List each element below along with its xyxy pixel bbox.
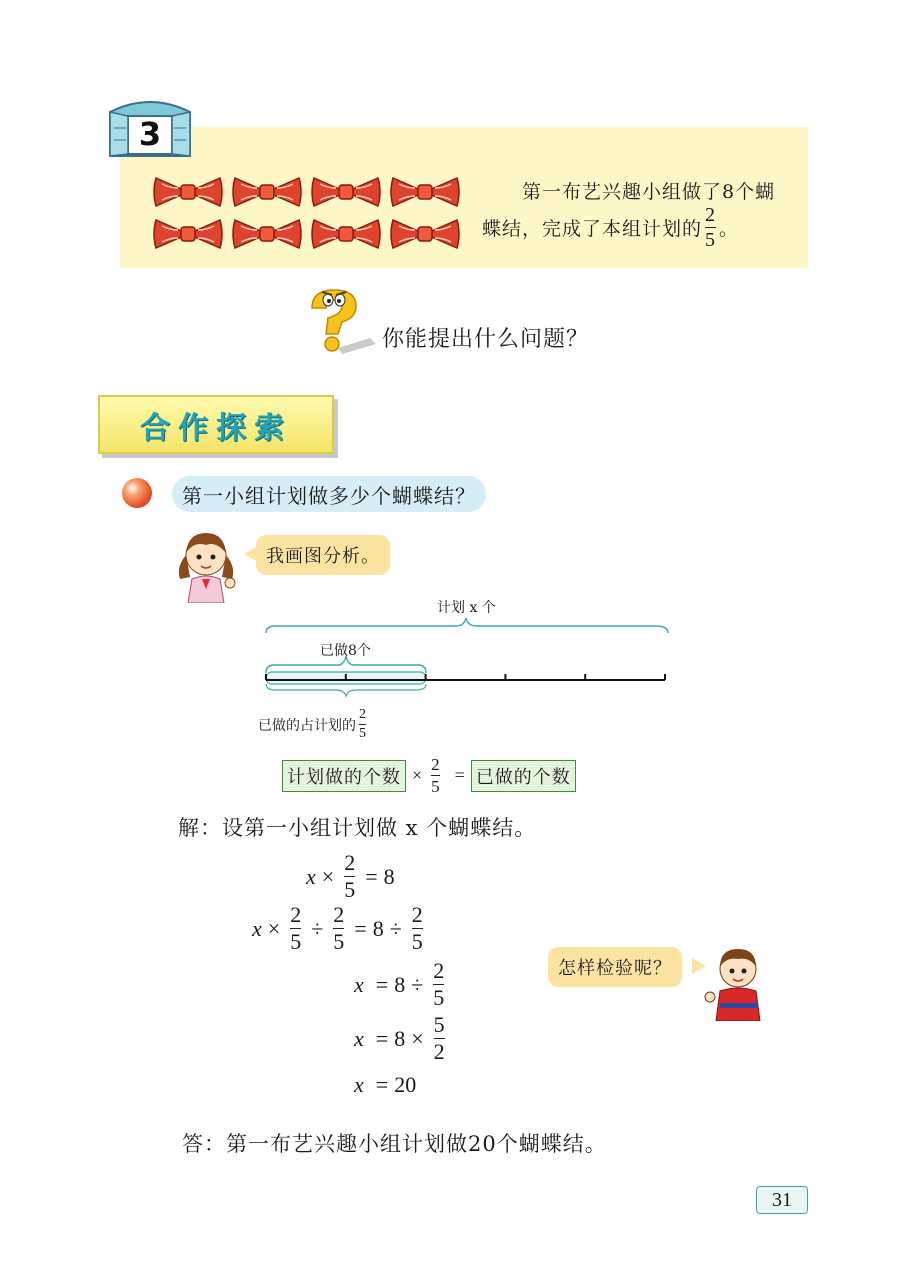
ratio-fraction bbox=[359, 708, 366, 741]
divide-sign: ÷ bbox=[411, 971, 424, 997]
times-sign: × bbox=[411, 1025, 424, 1051]
fraction-two-fifths bbox=[705, 205, 716, 250]
problem-text-prefix: 蝶结，完成了本组计划的 bbox=[482, 218, 703, 240]
equation-row-2 bbox=[252, 904, 427, 953]
fraction: $\frac{5}{2}$ bbox=[433, 1012, 445, 1064]
bow-icon bbox=[389, 216, 461, 252]
boy-speech-bubble: 怎样检验呢？ bbox=[548, 947, 682, 987]
bow-icon bbox=[389, 174, 461, 210]
equation-row-3 bbox=[354, 960, 448, 1009]
bow-icon bbox=[310, 216, 382, 252]
done-label: 已做8个 bbox=[320, 643, 371, 659]
window-number-badge-icon bbox=[102, 98, 198, 158]
variable-x: x bbox=[252, 915, 262, 941]
plan-brace bbox=[266, 618, 668, 633]
equals-sign: = bbox=[454, 765, 465, 785]
word-equation-fraction bbox=[431, 756, 440, 795]
plan-label: 计划 x 个 bbox=[437, 600, 496, 616]
bow-icon bbox=[310, 174, 382, 210]
sub-question: 第一小组计划做多少个蝴蝶结？ bbox=[172, 476, 486, 512]
number: 8 bbox=[394, 1025, 406, 1051]
variable-x: x bbox=[306, 863, 316, 889]
planned-count-box: 计划做的个数 bbox=[282, 760, 406, 792]
divide-sign: ÷ bbox=[389, 915, 402, 941]
page-number: 31 bbox=[756, 1186, 808, 1214]
number: 8 bbox=[394, 971, 406, 997]
fraction: $\frac{2}{5}$ bbox=[433, 958, 445, 1010]
number: 8 bbox=[383, 863, 395, 889]
times-sign: × bbox=[412, 765, 423, 785]
equals-sign: = bbox=[354, 915, 367, 941]
fraction-denominator: 5 bbox=[359, 726, 366, 741]
girl-character-icon bbox=[172, 527, 240, 603]
equation-row-4 bbox=[354, 1014, 449, 1063]
variable-x: x bbox=[354, 1025, 364, 1051]
times-sign: × bbox=[267, 915, 281, 941]
variable-x: x bbox=[354, 1072, 364, 1097]
problem-text-line2 bbox=[482, 205, 739, 250]
word-equation bbox=[282, 756, 576, 795]
fraction: $\frac{2}{5}$ bbox=[411, 902, 423, 954]
result-number: 20 bbox=[394, 1072, 417, 1097]
ratio-label-text: 已做的占计划的 bbox=[258, 717, 356, 734]
question-text: 你能提出什么问题？ bbox=[382, 327, 590, 352]
ratio-label bbox=[258, 708, 369, 741]
section-header-title: 合作探索 bbox=[140, 410, 292, 446]
example-number: 3 bbox=[138, 115, 162, 153]
solution-intro: 解：设第一小组计划做 x 个蝴蝶结。 bbox=[178, 816, 537, 840]
fraction-denominator: 5 bbox=[431, 777, 440, 796]
times-sign: × bbox=[321, 863, 335, 889]
bow-icon bbox=[231, 174, 303, 210]
fraction-numerator: 2 bbox=[431, 755, 440, 774]
done-count-box: 已做的个数 bbox=[471, 760, 576, 792]
girl-speech-bubble: 我画图分析。 bbox=[256, 535, 390, 575]
question-mark-mascot-icon bbox=[298, 286, 378, 356]
answer-text: 答：第一布艺兴趣小组计划做20个蝴蝶结。 bbox=[182, 1132, 607, 1156]
bow-icon bbox=[152, 216, 224, 252]
bow-icon bbox=[152, 174, 224, 210]
fraction: $\frac{2}{5}$ bbox=[333, 902, 345, 954]
bow-icon bbox=[231, 216, 303, 252]
equation-row-5 bbox=[354, 1072, 416, 1098]
variable-x: x bbox=[354, 971, 364, 997]
fraction: $\frac{2}{5}$ bbox=[290, 902, 302, 954]
section-header bbox=[98, 395, 334, 454]
problem-text-line1: 第一布艺兴趣小组做了8个蝴 bbox=[522, 181, 776, 203]
equals-sign: = bbox=[375, 1025, 389, 1051]
divide-sign: ÷ bbox=[311, 915, 324, 941]
fraction: $\frac{2}{5}$ bbox=[344, 850, 356, 902]
fraction-denominator: 5 bbox=[705, 229, 717, 251]
fraction-numerator: 2 bbox=[705, 204, 717, 226]
problem-text-suffix: 。 bbox=[719, 218, 740, 240]
equation-row-1 bbox=[306, 852, 395, 901]
number: 8 bbox=[372, 915, 384, 941]
equals-sign: = bbox=[375, 1072, 389, 1097]
equals-sign: = bbox=[365, 863, 378, 889]
equals-sign: = bbox=[375, 971, 389, 997]
bullet-ball-icon bbox=[122, 478, 152, 508]
boy-character-icon bbox=[702, 941, 768, 1021]
ratio-brace bbox=[266, 684, 426, 696]
fraction-numerator: 2 bbox=[359, 707, 366, 722]
